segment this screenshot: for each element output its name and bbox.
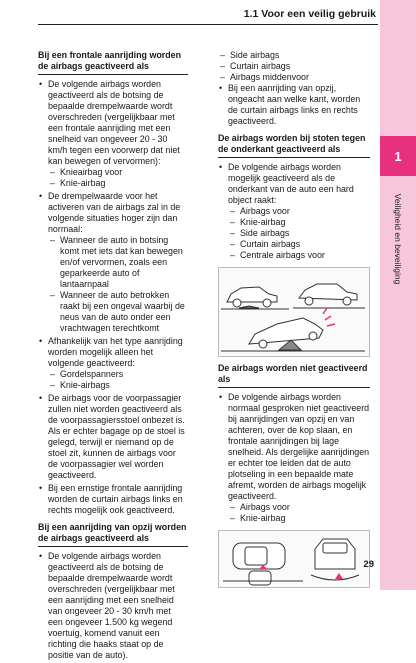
- bullet-item: [228, 162, 370, 261]
- dash-item: – Centrale airbags voor: [240, 250, 370, 261]
- dash-item: – Knie-airbag: [240, 217, 370, 228]
- top-view-cars-drawing: [219, 531, 369, 587]
- underbody-impact-illustration: [218, 267, 370, 357]
- bullet-text: De drempelwaarde voor het activeren van de airbags zal in de volgende situaties hoger zijn dan normaal:: [48, 191, 181, 234]
- car-impact-drawing: [219, 268, 369, 356]
- bullet-item: • Bij een aanrijding van opzij, ongeacht aan welke kant, worden de curtain airbags links en rechts geactiveerd.: [228, 83, 370, 127]
- dash-item: – Side airbags: [240, 228, 370, 239]
- bullet-item: [228, 392, 370, 524]
- chapter-side-tab: [380, 0, 416, 590]
- header-divider: [38, 24, 378, 25]
- dash-item: – Knie-airbags: [60, 380, 188, 391]
- bullet-item: • De volgende airbags worden geactiveerd als de botsing de bepaalde drempelwaarde wordt overschreden (vergelijkbaar met een aanrijding met een snelheid van ongeveer 20 - 30 km/h met een ongeveer 1.500 kg wegend voertuig, komend vanuit een richting die haaks staat op de positie van de auto).: [48, 551, 188, 661]
- chapter-number: 1: [380, 136, 416, 176]
- bullet-item: [48, 191, 188, 334]
- dash-list: [48, 369, 188, 391]
- dash-item: – Side airbags: [230, 50, 370, 61]
- dash-item: – Wanneer de auto in botsing komt met iets dat kan bewegen en/of vervormen, zoals een geparkeerde auto of lantaarnpaal: [60, 235, 188, 290]
- section-title: 1.1 Voor een veilig gebruik: [243, 8, 376, 20]
- dash-item: – Curtain airbags: [230, 61, 370, 72]
- no-activation-heading: De airbags worden niet geactiveerd als: [218, 363, 370, 388]
- chapter-label-box: [382, 184, 414, 294]
- dash-list: [228, 502, 370, 524]
- dash-item: – Airbags middenvoor: [230, 72, 370, 83]
- bullet-item: • Bij een ernstige frontale aanrijding worden de curtain airbags links en rechts mogelijk ook geactiveerd.: [48, 483, 188, 516]
- dash-item: – Knie-airbag: [60, 178, 188, 189]
- dash-item: – Knieairbag voor: [60, 167, 188, 178]
- bullet-item: [48, 79, 188, 189]
- dash-item: – Wanneer de auto betrokken raakt bij een ongeval waarbij de neus van de auto onder een vrachtwagen terechtkomt: [60, 290, 188, 334]
- side-collision-continued-list: [218, 83, 370, 127]
- left-column: [38, 50, 188, 663]
- dash-item: – Airbags voor: [240, 502, 370, 513]
- bullet-text: De volgende airbags worden normaal gesproken niet geactiveerd bij aanrijdingen van opzij en van achteren, over de kop slaan, en frontale aanrijdingen bij lage snelheid. Als dergelijke aanrijdingen er echter toe leiden dat de auto plotseling in een bepaalde mate afremt, worden de airbags mogelijk geactiveerd.: [228, 392, 370, 501]
- dash-item: – Airbags voor: [240, 206, 370, 217]
- bullet-text: De volgende airbags worden mogelijk geactiveerd als de onderkant van de auto een hard object raakt:: [228, 162, 354, 205]
- side-collision-list: [38, 551, 188, 661]
- bullet-item: • De airbags voor de voorpassagier zullen niet worden geactiveerd als de voorpassagiersstoel onbezet is. Als er echter bagage op de stoel is gelegd, terwijl er niemand op de stoel zit, kunnen de airbags voor de voorpassagier wel worden geactiveerd.: [48, 393, 188, 481]
- bullet-text: Afhankelijk van het type aanrijding worden mogelijk alleen het volgende geactiveerd:: [48, 336, 183, 368]
- no-activation-illustration: [218, 530, 370, 588]
- frontal-collision-list: [38, 79, 188, 516]
- underbody-impact-heading: De airbags worden bij stoten tegen de onderkant geactiveerd als: [218, 133, 370, 158]
- dash-item: – Knie-airbag: [240, 513, 370, 524]
- page-number: 29: [363, 559, 374, 570]
- dash-item: – Curtain airbags: [240, 239, 370, 250]
- underbody-impact-list: [218, 162, 370, 261]
- dash-list: [48, 167, 188, 189]
- chapter-label: Veiligheid en beveiliging: [393, 193, 403, 285]
- dash-list: [218, 50, 370, 83]
- right-column: [218, 50, 370, 588]
- dash-list: [228, 206, 370, 261]
- frontal-collision-heading: Bij een frontale aanrijding worden de airbags geactiveerd als: [38, 50, 188, 75]
- bullet-item: [48, 336, 188, 391]
- dash-list: [48, 235, 188, 334]
- dash-item: – Gordelspanners: [60, 369, 188, 380]
- bullet-text: De volgende airbags worden geactiveerd als de botsing de bepaalde drempelwaarde wordt overschreden (vergelijkbaar met een frontale aanrijding met een snelheid van ongeveer 20 - 30 km/h tegen een voorwerp dat niet kan bewegen of vervormen):: [48, 79, 180, 166]
- no-activation-list: [218, 392, 370, 524]
- side-collision-heading: Bij een aanrijding van opzij worden de airbags geactiveerd als: [38, 522, 188, 547]
